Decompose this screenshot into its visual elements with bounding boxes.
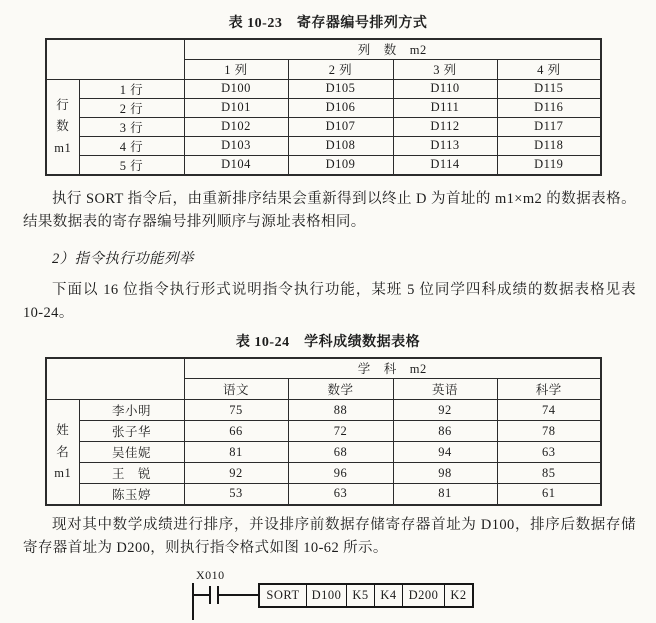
table-cell: 66	[184, 421, 288, 442]
wire	[193, 594, 210, 596]
col-header: 数学	[288, 379, 393, 400]
table-cell: D101	[184, 98, 288, 117]
table-row	[46, 484, 601, 505]
paragraph-sort-result: 执行 SORT 指令后，由重新排序结果会重新得到以终止 D 为首址的 m1×m2 的数据表格。结果数据表的寄存器编号排列顺序与源址表格相同。	[23, 190, 636, 230]
table-cell: 68	[288, 442, 393, 463]
table-cell: 78	[497, 421, 601, 442]
table-cell: D107	[288, 117, 393, 136]
table-cell: D114	[393, 155, 497, 175]
table-row	[46, 155, 601, 175]
table-cell: D111	[393, 98, 497, 117]
table-cell: 63	[288, 484, 393, 505]
table-row	[46, 421, 601, 442]
instruction-cell: SORT	[266, 587, 300, 602]
group-header-cell: 学 科 m2	[184, 358, 601, 379]
col-header: 4 列	[497, 59, 601, 79]
instruction-box	[258, 583, 474, 608]
table-cell: 61	[497, 484, 601, 505]
ladder-diagram	[0, 564, 656, 620]
table1-caption: 表 10-23 寄存器编号排列方式	[228, 16, 428, 31]
table-cell: D108	[288, 136, 393, 155]
instruction-cell: K2	[444, 585, 472, 606]
table-cell: D109	[288, 155, 393, 175]
table-cell: D115	[497, 79, 601, 98]
col-header: 科学	[497, 379, 601, 400]
table-row	[46, 400, 601, 421]
row-header: 张子华	[79, 421, 184, 442]
wire	[219, 594, 258, 596]
row-header: 5 行	[79, 155, 184, 175]
row-header: 吴佳妮	[79, 442, 184, 463]
corner-cell	[46, 358, 184, 400]
table-row	[46, 79, 601, 98]
register-table	[45, 38, 602, 176]
table-cell: 81	[184, 442, 288, 463]
no-contact-icon	[209, 586, 211, 604]
table-cell: 86	[393, 421, 497, 442]
col-header: 2 列	[288, 59, 393, 79]
table-cell: 96	[288, 463, 393, 484]
scores-table	[45, 357, 602, 506]
row-header: 1 行	[79, 79, 184, 98]
col-header: 英语	[393, 379, 497, 400]
table-cell: 81	[393, 484, 497, 505]
table-cell: 85	[497, 463, 601, 484]
row-group-label: 姓 名 m1	[46, 400, 79, 505]
instruction-cell: D100	[306, 585, 346, 606]
table-cell: D102	[184, 117, 288, 136]
table-cell: 75	[184, 400, 288, 421]
document-page	[0, 12, 656, 620]
col-header: 1 列	[184, 59, 288, 79]
table-cell: 92	[184, 463, 288, 484]
row-header: 4 行	[79, 136, 184, 155]
table-cell: D105	[288, 79, 393, 98]
table-cell: D110	[393, 79, 497, 98]
col-header: 3 列	[393, 59, 497, 79]
row-header: 王 锐	[79, 463, 184, 484]
table-cell: 74	[497, 400, 601, 421]
table-cell: 72	[288, 421, 393, 442]
instruction-cell: K5	[346, 585, 374, 606]
table-row	[46, 136, 601, 155]
instruction-cell: K4	[374, 585, 402, 606]
table2-caption: 表 10-24 学科成绩数据表格	[235, 334, 421, 350]
table-cell: D103	[184, 136, 288, 155]
table-cell: D117	[497, 117, 601, 136]
row-group-label: 行 数 m1	[46, 79, 79, 175]
corner-cell	[46, 39, 184, 79]
col-header: 语文	[184, 379, 288, 400]
row-header: 李小明	[79, 400, 184, 421]
table-row	[46, 117, 601, 136]
table-row	[46, 463, 601, 484]
instruction-cell: D200	[402, 585, 444, 606]
paragraph-sorting: 现对其中数学成绩进行排序，并设排序前数据存储寄存器首址为 D100，排序后数据存储寄存器首址为 D200，则执行指令格式如图 10-62 所示。	[23, 516, 636, 556]
row-header: 陈玉婷	[79, 484, 184, 505]
row-header: 2 行	[79, 98, 184, 117]
table-cell: 98	[393, 463, 497, 484]
table-cell: 53	[184, 484, 288, 505]
group-header-cell: 列 数 m2	[184, 39, 601, 59]
table-cell: D118	[497, 136, 601, 155]
paragraph-intro: 下面以 16 位指令执行形式说明指令执行功能，某班 5 位同学四科成绩的数据表格见表 10-24。	[23, 281, 636, 321]
table-cell: D112	[393, 117, 497, 136]
table-cell: D100	[184, 79, 288, 98]
table-cell: D104	[184, 155, 288, 175]
table-cell: D113	[393, 136, 497, 155]
row-header: 3 行	[79, 117, 184, 136]
table-row	[46, 39, 601, 59]
table-row	[46, 358, 601, 379]
list-item-heading: 2）指令执行功能列举	[52, 250, 194, 267]
table-cell: D119	[497, 155, 601, 175]
table-cell: 92	[393, 400, 497, 421]
table-cell: D106	[288, 98, 393, 117]
table-row	[46, 98, 601, 117]
table-cell: 63	[497, 442, 601, 463]
power-rail	[192, 583, 194, 620]
contact-label: X010	[196, 567, 225, 582]
table-cell: D116	[497, 98, 601, 117]
table-cell: 88	[288, 400, 393, 421]
table-cell: 94	[393, 442, 497, 463]
table-row	[46, 442, 601, 463]
